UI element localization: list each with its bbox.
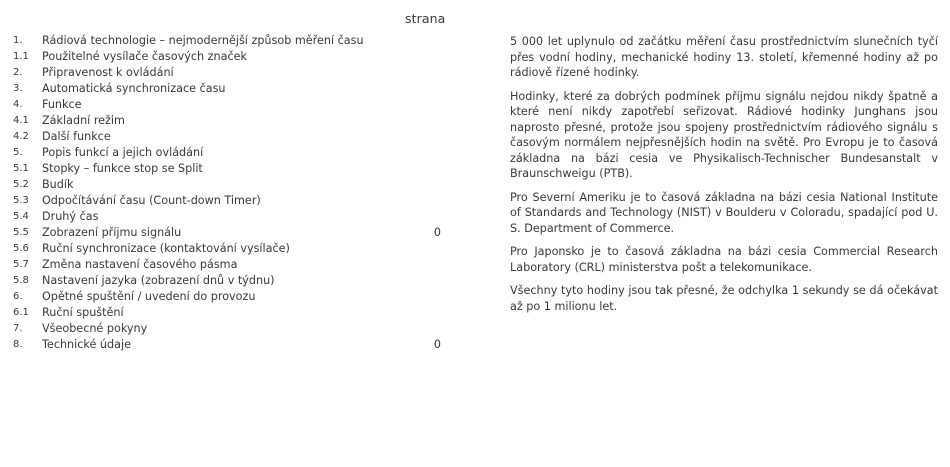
text-paragraph: 5 000 let uplynulo od začátku měření času prostřednictvím slunečních tyčí přes vodní hodiny, mechanické hodiny 13. století, křemenné hodiny až po rádiově řízené hodinky. [510,35,938,79]
toc-entry [13,161,441,177]
toc-entry [13,241,441,257]
text-paragraph: Pro Severní Ameriku je to časová základna na bázi cesia National Institute of Standards and Technology (NIST) v Boulderu v Coloradu, spadající pod U. S. Department of Commerce. [510,190,938,235]
toc-entry-title: Stopky – funkce stop se Split [42,162,203,175]
toc-entry-number: 3. [13,83,23,94]
toc-entry-title: Zobrazení příjmu signálu [42,226,182,239]
toc-entry-number: 8. [13,339,23,350]
toc-entry-title: Další funkce [42,130,111,143]
text-paragraph: Všechny tyto hodiny jsou tak přesné, že odchylka 1 sekundy se dá očekávat až po 1 milionu let. [510,284,938,313]
toc-entry [13,113,441,129]
toc-entry-number: 6. [13,291,23,302]
toc-entry [13,321,441,337]
table-of-contents [13,33,441,353]
toc-entry-number: 1. [13,35,23,46]
toc-entry-page: 0 [433,226,441,239]
toc-entry-number: 5.3 [13,195,29,206]
toc-entry [13,145,441,161]
toc-entry-title: Druhý čas [42,210,99,223]
toc-entry-number: 5.1 [13,163,29,174]
toc-entry [13,97,441,113]
toc-entry-number: 7. [13,323,23,334]
toc-entry [13,257,441,273]
toc-entry-number: 5.8 [13,275,29,286]
page-column-label: strana [405,11,446,26]
toc-entry [13,289,441,305]
toc-entry-title: Připravenost k ovládání [42,66,174,79]
toc-entry [13,65,441,81]
toc-entry-number: 1.1 [13,51,29,62]
intro-text [510,34,938,322]
toc-entry [13,33,441,49]
toc-entry-title: Odpočítávání času (Count-down Timer) [42,194,261,207]
toc-entry [13,209,441,225]
toc-entry-title: Budík [42,178,74,191]
toc-entry-number: 4.2 [13,131,29,142]
toc-entry [13,193,441,209]
toc-entry-title: Rádiová technologie – nejmodernější způsob měření času [42,34,364,47]
toc-entry [13,225,441,241]
toc-entry-title: Opětné spuštění / uvedení do provozu [42,290,256,303]
toc-entry-title: Ruční synchronizace (kontaktování vysílače) [42,242,290,255]
toc-entry-number: 5.7 [13,259,29,270]
toc-entry [13,49,441,65]
toc-entry [13,129,441,145]
text-paragraph: Pro Japonsko je to časová základna na bázi cesia Commercial Research Laboratory (CRL) ministerstva pošt a telekomunikace. [510,245,938,274]
toc-entry-page: 0 [433,338,441,351]
toc-entry-number: 6.1 [13,307,29,318]
toc-entry-number: 5. [13,147,23,158]
toc-entry-number: 5.2 [13,179,29,190]
toc-entry-number: 5.4 [13,211,29,222]
text-paragraph: Hodinky, které za dobrých podmínek příjmu signálu nejdou nikdy špatně a které není nikdy zapotřebí seřizovat. Rádiové hodinky Junghans jsou naprosto přesné, protože jsou spojeny prostřednictvím rádiového signálu s časovým normálem nejpřesnějších hodin na světě. Pro Evropu je to časová základna na bázi cesia ve Physikalisch-Technischer Bundesanstalt v Braunschweigu (PTB). [510,89,938,180]
toc-entry-title: Technické údaje [42,338,131,351]
toc-entry-title: Nastavení jazyka (zobrazení dnů v týdnu) [42,274,275,287]
toc-entry-number: 5.6 [13,243,29,254]
toc-entry-title: Použitelné vysílače časových značek [42,50,247,63]
toc-entry [13,337,441,353]
toc-entry-number: 4. [13,99,23,110]
toc-entry [13,177,441,193]
toc-entry-number: 4.1 [13,115,29,126]
toc-entry [13,273,441,289]
toc-entry-number: 5.5 [13,227,29,238]
toc-entry-title: Popis funkcí a jejich ovládání [42,146,204,159]
toc-entry-title: Základní režim [42,114,125,127]
toc-entry-title: Automatická synchronizace času [42,82,226,95]
toc-entry-title: Ruční spuštění [42,306,124,319]
toc-entry [13,81,441,97]
toc-entry-title: Všeobecné pokyny [42,322,148,335]
toc-entry-number: 2. [13,67,23,78]
toc-entry-title: Změna nastavení časového pásma [42,258,238,271]
toc-entry-title: Funkce [42,98,82,111]
toc-entry [13,305,441,321]
